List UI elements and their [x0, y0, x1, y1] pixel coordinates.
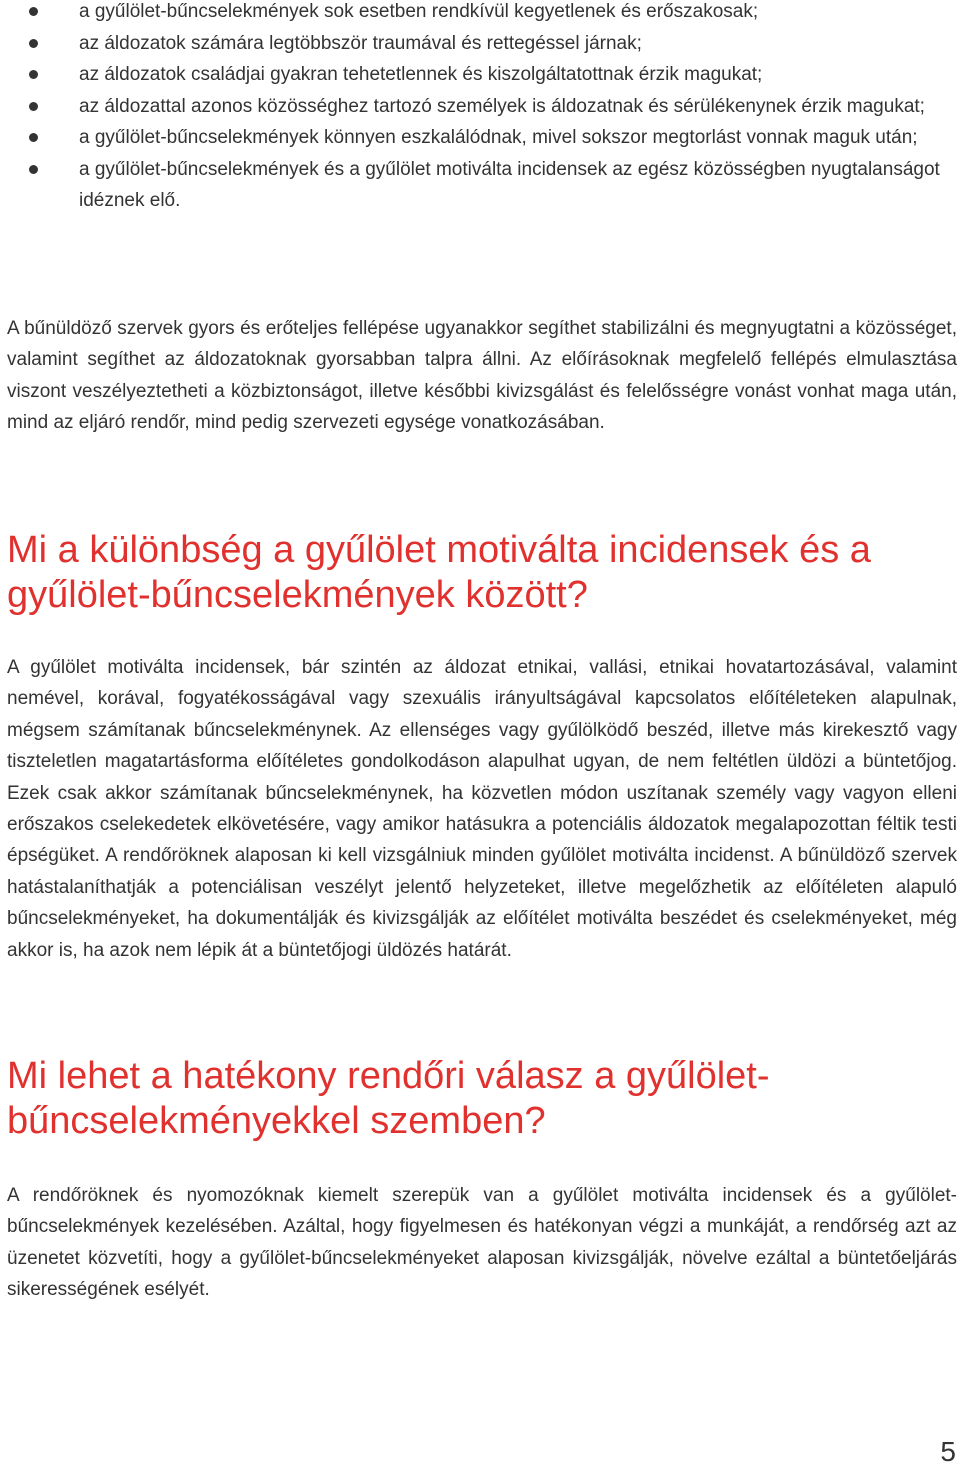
list-item-text: a gyűlölet-bűncselekmények könnyen eszkalálódnak, mivel sokszor megtorlást vonnak maguk után;: [79, 127, 918, 148]
bullet-icon: [29, 70, 38, 79]
list-item: [7, 154, 957, 217]
list-item: [7, 122, 957, 154]
bullet-icon: [29, 165, 38, 174]
list-item: [7, 59, 957, 91]
section-heading-police-response: Mi lehet a hatékony rendőri válasz a gyűlölet-bűncselekményekkel szemben?: [7, 1055, 770, 1142]
bullet-icon: [29, 7, 38, 16]
bullet-icon: [29, 39, 38, 48]
page-number: 5: [940, 1436, 956, 1467]
bullet-icon: [29, 133, 38, 142]
list-item-text: a gyűlölet-bűncselekmények sok esetben rendkívül kegyetlenek és erőszakosak;: [79, 1, 759, 22]
body-paragraph-3: A rendőröknek és nyomozóknak kiemelt szerepük van a gyűlölet motiválta incidensek és a gyűlölet-bűncselekmények kezelésében. Azáltal, hogy figyelmesen és hatékonyan végzi a munkáját, a rendőrség azt az üzenetet közvetíti, hogy a gyűlölet-bűncselekményeket alaposan kivizsgálják, növelve ezáltal a büntetőeljárás sikerességének esélyét.: [7, 1185, 957, 1301]
list-item: [7, 0, 957, 28]
bullet-icon: [29, 102, 38, 111]
list-item: [7, 91, 957, 123]
list-item-text: a gyűlölet-bűncselekmények és a gyűlölet motiválta incidensek az egész közösségben nyugtalanságot idéznek elő.: [79, 158, 940, 211]
list-item-text: az áldozatok családjai gyakran tehetetlennek és kiszolgáltatottnak érzik magukat;: [79, 64, 763, 85]
body-paragraph-1: A bűnüldöző szervek gyors és erőteljes fellépése ugyanakkor segíthet stabilizálni és megnyugtatni a közösséget, valamint segíthet az áldozatoknak gyorsabban talpra állni. Az előírásoknak megfelelő fellépés elmulasztása viszont veszélyeztetheti a közbiztonságot, illetve későbbi kivizsgálást és felelősségre vonást vonhat maga után, mind az eljáró rendőr, mind pedig szervezeti egysége vonatkozásában.: [7, 318, 957, 434]
body-paragraph-2: A gyűlölet motiválta incidensek, bár szintén az áldozat etnikai, vallási, etnikai hovatartozásával, valamint nemével, korával, fogyatékosságával vagy szexuális irányultságával kapcsolatos előítéleteken alapulnak, mégsem számítanak bűncselekménynek. Az ellenséges vagy gyűlölködő beszéd, illetve más kirekesztő vagy tiszteletlen magatartásforma előítéletes gondolkodáson alapulhat ugyan, de nem feltétlen üldözi a büntetőjog. Ezek csak akkor számítanak bűncselekménynek, ha közvetlen módon uszítanak személy vagy vagyon elleni erőszakos cselekedetek elkövetésére, vagy amikor hatásukra a potenciális áldozatok megalapozottan féltik testi épségüket. A rendőröknek alaposan ki kell vizsgálniuk minden gyűlölet motiválta incidenst. A bűnüldöző szervek hatástalaníthatják a potenciálisan veszélyt jelentő helyzeteket, illetve megelőzhetik az előítéleten alapuló bűncselekményeket, ha dokumentálják és kivizsgálják az előítélet motiválta beszédet és cselekményeket, még akkor is, ha azok nem lépik át a büntetőjogi üldözés határát.: [7, 657, 957, 961]
list-item: [7, 28, 957, 60]
list-item-text: az áldozatok számára legtöbbször traumával és rettegéssel járnak;: [79, 32, 642, 54]
section-heading-difference: Mi a különbség a gyűlölet motiválta incidensek és a gyűlölet-bűncselekmények között?: [7, 529, 871, 616]
list-item-text: az áldozattal azonos közösséghez tartozó személyek is áldozatnak és sérülékenynek érzik magukat;: [79, 95, 925, 117]
bullet-list: [7, 0, 957, 217]
